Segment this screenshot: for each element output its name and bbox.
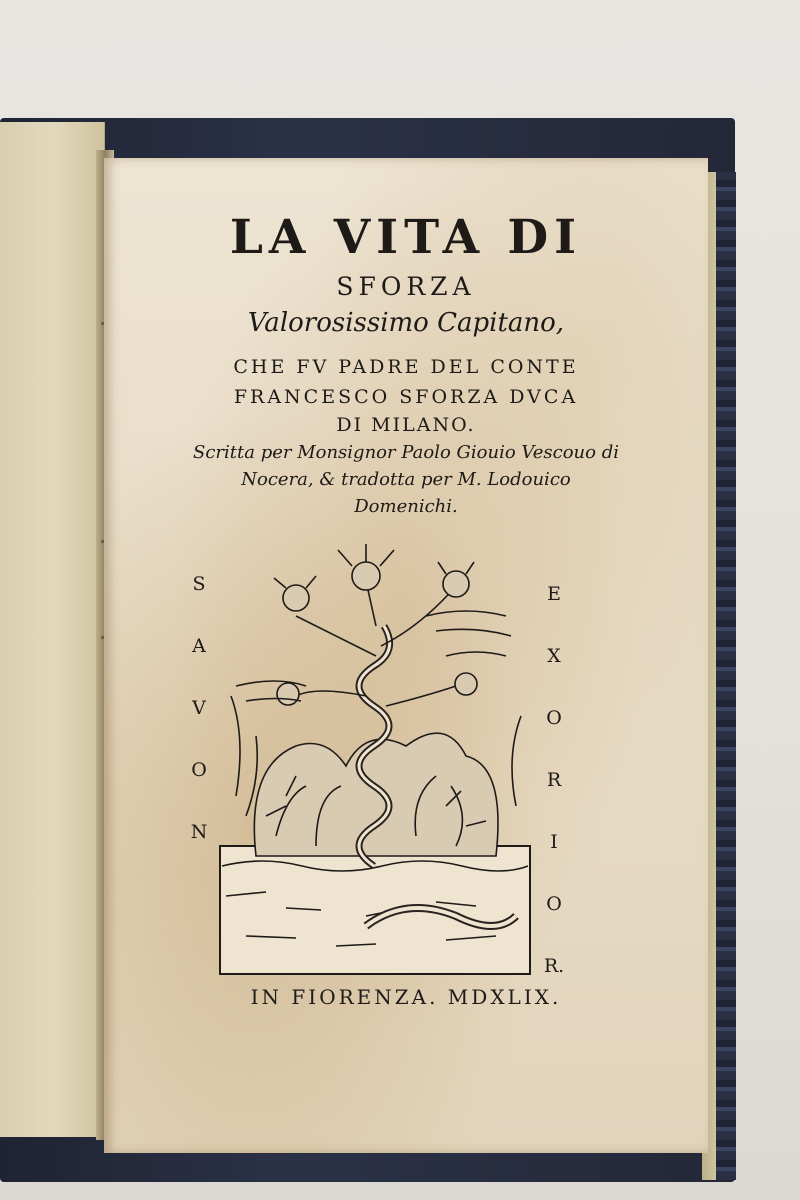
motto-letter: N: [190, 821, 208, 843]
motto-letter: S: [192, 573, 206, 595]
title-line-6: DI MILANO.: [336, 414, 476, 436]
motto-letter: X: [547, 645, 561, 667]
title-line-5: FRANCESCO SFORZA DVCA: [233, 386, 579, 408]
title-line-4: CHE FV PADRE DEL CONTE: [233, 356, 579, 378]
author-line-3: Domenichi.: [354, 496, 458, 517]
title-line-1: LA VITA DI: [229, 210, 583, 265]
motto-right: [541, 563, 567, 997]
motto-letter: I: [550, 831, 558, 853]
title-line-2: SFORZA: [336, 272, 476, 301]
author-line-2: Nocera, & tradotta per M. Lodouico: [241, 469, 571, 490]
title-page: [104, 158, 708, 1153]
motto-letter: V: [192, 697, 206, 719]
serpent-and-flowers-icon: [216, 536, 534, 976]
motto-left: [186, 553, 212, 863]
motto-letter: O: [546, 893, 562, 915]
left-blank-leaf: [0, 122, 105, 1137]
motto-letter: O: [191, 759, 207, 781]
motto-letter: E: [547, 583, 561, 605]
motto-letter: O: [546, 707, 562, 729]
title-line-3: Valorosissimo Capitano,: [247, 308, 565, 338]
motto-letter: A: [192, 635, 206, 657]
motto-letter: R.: [543, 955, 565, 977]
imprint: IN FIORENZA. MDXLIX.: [250, 985, 562, 1009]
motto-letter: R: [546, 769, 562, 791]
author-line-1: Scritta per Monsignor Paolo Giouio Vescouo di: [193, 442, 619, 463]
